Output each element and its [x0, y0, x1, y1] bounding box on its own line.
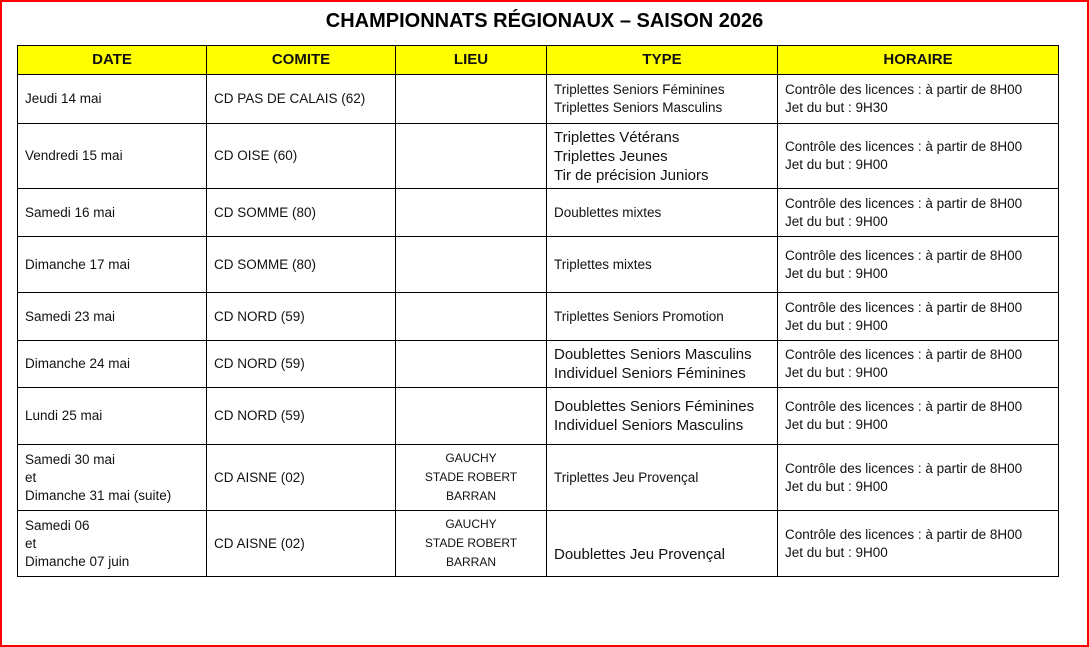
lieu-cell-line: BARRAN — [445, 555, 496, 569]
type-cell-line: Doublettes Jeu Provençal — [554, 546, 725, 563]
horaire-cell-line: Contrôle des licences : à partir de 8H00 — [785, 247, 1023, 263]
lieu-cell-line: BARRAN — [445, 489, 496, 503]
table-row — [18, 511, 1059, 577]
type-cell — [547, 75, 778, 124]
date-cell — [18, 445, 207, 511]
type-cell-line: Tir de précision Juniors — [554, 166, 709, 184]
lieu-cell-line: GAUCHY — [445, 451, 497, 465]
date-cell-line: Jeudi 14 mai — [25, 91, 102, 106]
lieu-cell — [396, 124, 547, 189]
horaire-cell-line: Jet du but : 9H00 — [785, 478, 888, 494]
type-cell-line: Triplettes Vétérans — [554, 128, 680, 146]
date-cell — [18, 341, 207, 388]
header-date: DATE — [18, 46, 207, 75]
horaire-cell-line: Contrôle des licences : à partir de 8H00 — [785, 82, 1023, 97]
date-cell — [18, 388, 207, 445]
horaire-cell — [778, 75, 1059, 124]
horaire-cell — [778, 445, 1059, 511]
comite-cell: CD SOMME (80) — [207, 237, 396, 293]
header-comite: COMITE — [207, 46, 396, 75]
horaire-cell-line: Jet du but : 9H00 — [785, 213, 888, 229]
header-horaire: HORAIRE — [778, 46, 1059, 75]
type-cell — [547, 511, 778, 577]
lieu-cell-line: GAUCHY — [445, 517, 497, 531]
lieu-cell-line: STADE ROBERT — [424, 470, 518, 484]
lieu-cell — [396, 293, 547, 341]
schedule-table — [17, 45, 1059, 577]
type-cell-line: Individuel Seniors Féminines — [554, 365, 746, 382]
date-cell — [18, 511, 207, 577]
date-cell — [18, 124, 207, 189]
lieu-cell — [396, 75, 547, 124]
horaire-cell-line: Jet du but : 9H00 — [785, 544, 888, 560]
date-cell — [18, 293, 207, 341]
date-cell-line: et — [25, 535, 37, 551]
table-row — [18, 388, 1059, 445]
type-cell-line: Doublettes Seniors Féminines — [554, 398, 755, 415]
type-cell — [547, 341, 778, 388]
date-cell — [18, 237, 207, 293]
horaire-cell — [778, 293, 1059, 341]
horaire-cell-line: Contrôle des licences : à partir de 8H00 — [785, 526, 1023, 542]
type-cell-line: Triplettes Seniors Féminines — [554, 82, 725, 97]
table-row — [18, 237, 1059, 293]
table-row — [18, 445, 1059, 511]
lieu-cell — [396, 189, 547, 237]
comite-cell: CD NORD (59) — [207, 388, 396, 445]
table-row — [18, 341, 1059, 388]
comite-cell: CD AISNE (02) — [207, 511, 396, 577]
type-cell-line: Triplettes Jeunes — [554, 147, 668, 165]
type-cell — [547, 237, 778, 293]
date-cell-line: Samedi 30 mai — [25, 451, 116, 467]
table-row — [18, 189, 1059, 237]
type-cell-line: Triplettes Jeu Provençal — [554, 469, 699, 485]
type-cell-line: Doublettes Seniors Masculins — [554, 346, 752, 363]
type-cell — [547, 388, 778, 445]
comite-cell: CD SOMME (80) — [207, 189, 396, 237]
horaire-cell-line: Contrôle des licences : à partir de 8H00 — [785, 460, 1023, 476]
date-cell-line: Lundi 25 mai — [25, 408, 103, 423]
horaire-cell-line: Jet du but : 9H00 — [785, 365, 888, 380]
comite-cell: CD AISNE (02) — [207, 445, 396, 511]
type-cell — [547, 124, 778, 189]
table-row — [18, 293, 1059, 341]
horaire-cell-line: Jet du but : 9H00 — [785, 157, 888, 172]
comite-cell: CD PAS DE CALAIS (62) — [207, 75, 396, 124]
lieu-cell — [396, 341, 547, 388]
horaire-cell — [778, 341, 1059, 388]
horaire-cell-line: Contrôle des licences : à partir de 8H00 — [785, 299, 1023, 315]
lieu-cell — [396, 237, 547, 293]
date-cell-line: Samedi 16 mai — [25, 204, 116, 220]
type-cell-line: Individuel Seniors Masculins — [554, 417, 744, 434]
date-cell-line: et — [25, 469, 37, 485]
horaire-cell-line: Contrôle des licences : à partir de 8H00 — [785, 347, 1023, 362]
horaire-cell — [778, 189, 1059, 237]
date-cell-line: Dimanche 17 mai — [25, 256, 131, 272]
type-cell-line: Triplettes Seniors Promotion — [554, 308, 724, 324]
horaire-cell — [778, 237, 1059, 293]
comite-cell: CD NORD (59) — [207, 293, 396, 341]
horaire-cell-line: Jet du but : 9H00 — [785, 265, 888, 281]
type-cell — [547, 293, 778, 341]
comite-cell: CD OISE (60) — [207, 124, 396, 189]
date-cell-line: Vendredi 15 mai — [25, 148, 123, 163]
table-row — [18, 75, 1059, 124]
lieu-cell — [396, 511, 547, 577]
horaire-cell-line: Jet du but : 9H30 — [785, 100, 888, 115]
horaire-cell-line: Contrôle des licences : à partir de 8H00 — [785, 399, 1023, 414]
lieu-cell — [396, 445, 547, 511]
type-cell-line: Triplettes Seniors Masculins — [554, 100, 723, 115]
lieu-cell — [396, 388, 547, 445]
date-cell-line: Dimanche 31 mai (suite) — [25, 487, 172, 503]
type-cell-line: Doublettes mixtes — [554, 204, 662, 220]
horaire-cell-line: Jet du but : 9H00 — [785, 417, 888, 432]
horaire-cell-line: Contrôle des licences : à partir de 8H00 — [785, 195, 1023, 211]
horaire-cell — [778, 511, 1059, 577]
page-title: CHAMPIONNATS RÉGIONAUX – SAISON 2026 — [325, 10, 764, 32]
horaire-cell — [778, 388, 1059, 445]
header-type: TYPE — [547, 46, 778, 75]
type-cell — [547, 445, 778, 511]
type-cell-line: Triplettes mixtes — [554, 256, 652, 272]
date-cell-line: Samedi 23 mai — [25, 308, 116, 324]
horaire-cell-line: Jet du but : 9H00 — [785, 317, 888, 333]
date-cell — [18, 189, 207, 237]
header-lieu: LIEU — [396, 46, 547, 75]
date-cell-line: Dimanche 07 juin — [25, 553, 130, 569]
date-cell-line: Dimanche 24 mai — [25, 356, 131, 371]
horaire-cell — [778, 124, 1059, 189]
type-cell — [547, 189, 778, 237]
comite-cell: CD NORD (59) — [207, 341, 396, 388]
horaire-cell-line: Contrôle des licences : à partir de 8H00 — [785, 139, 1023, 154]
date-cell-line: Samedi 06 — [25, 517, 90, 533]
date-cell — [18, 75, 207, 124]
table-header-row — [18, 46, 1059, 75]
table-row — [18, 124, 1059, 189]
lieu-cell-line: STADE ROBERT — [424, 536, 518, 550]
